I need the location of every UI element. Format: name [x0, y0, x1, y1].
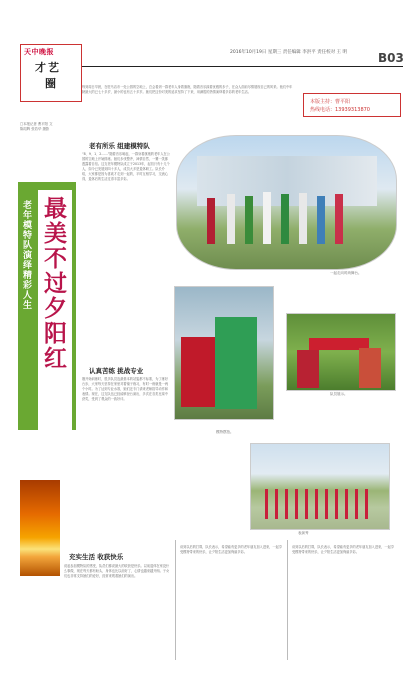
- column-divider-2: [287, 540, 288, 660]
- credit-host: 本版主持：曹平阳: [310, 99, 351, 105]
- model-figure: [245, 196, 253, 244]
- byline-reporter: □本报记者 曹平阳 文: [20, 122, 53, 126]
- caption-2: 模特摆拍。: [216, 430, 234, 434]
- credit-phone: 热线电话：13939313870: [310, 107, 370, 113]
- caption-4: 表演秀: [298, 531, 309, 535]
- photo-stage: [250, 443, 390, 530]
- subhead-2: 认真苦练 挑战专业: [89, 367, 144, 375]
- model-figure: [263, 192, 271, 244]
- model-figure: [297, 350, 319, 388]
- subhead-1: 老有所乐 组建模特队: [89, 142, 150, 150]
- caption-1: 一起走向时尚舞台。: [330, 271, 362, 275]
- section-name-2: 圈: [45, 77, 56, 90]
- photo-group-walk: [176, 135, 397, 270]
- column-divider-1: [175, 540, 176, 660]
- credit-box: [303, 93, 401, 117]
- model-figure: [227, 194, 235, 244]
- intro-paragraph: 每到周日早晨，在驻马店市一处公园的空地上，总会看到一群老年人身着旗袍，随着音乐踩着优雅的步子，在众人面前尽情展现自己的风采。他们中年龄最大的已七十多岁，最小的也有五十多岁。她们把这份对美的追求坚持了下来，用满腔的热情演绎着多彩的老年生活。: [82, 85, 293, 94]
- performers-row: [265, 489, 375, 519]
- model-figure: [317, 196, 325, 244]
- byline: [20, 122, 70, 134]
- photo-duo: [174, 286, 274, 420]
- paper-name: 天中晚报: [24, 48, 54, 56]
- section-name: 才艺: [35, 61, 61, 74]
- model-figure: [335, 194, 343, 244]
- photo-fan: [286, 313, 396, 391]
- page-number: B03: [378, 51, 404, 65]
- column-1-text: “8、9、1、2……”随着音乐响起，一群身着旗袍的老年人在公园的空地上开始排练。她们步伐整齐，神情自然，一颦一笑都透露着自信。这支老年模特队成立于2013年，起初只有十几个人，如今已发展到四十多人，成员大多是退休职工。队长介绍，大家都是因为喜欢才走到一起的，平时互相学习，交流心得，退休后的生活过得丰富多彩。: [82, 152, 170, 181]
- sunset-image: [20, 480, 60, 576]
- headline-deck: 老年模特队演绎精彩人生: [21, 200, 31, 310]
- model-figure: [207, 198, 215, 244]
- caption-3: 队员展示。: [330, 392, 348, 396]
- column-2-text: 刚开始训练时，很多队员连最基本的站姿都不标准，为了练好台步，大家每天坚持在家里对着镜子练习，有时一练就是一两个小时。为了达到专业水准，她们还专门请来老师指导动作和表情。现在，这支队伍已经能够登台演出，多次在各类比赛中获奖，受到了观众的一致好评。: [82, 377, 169, 401]
- masthead: [20, 44, 82, 102]
- model-figure: [359, 348, 381, 388]
- model-figure: [181, 337, 215, 407]
- model-figure: [299, 193, 307, 244]
- column-3-text: 说起参加模特队的感受，队员们都说最大的收获是快乐。以前退休在家没什么事做，现在每天都有盼头，身体也比以前好了，心情也越来越开朗。子女们也非常支持她们的爱好，经常来观看她们的演出。: [64, 564, 170, 578]
- subhead-3: 充实生活 收获快乐: [69, 553, 124, 561]
- dateline: 2016年10月19日 星期三 责任编辑 李洪平 责任校对 王 明: [230, 50, 347, 55]
- model-figure: [215, 317, 257, 409]
- model-figure: [281, 194, 289, 244]
- byline-photo: 陈绍辉 张若华 摄影: [20, 127, 50, 131]
- column-4-text: 谈到以后的打算，队长表示，希望能有更多的老年朋友加入进来，一起享受模特带来的快乐，让夕阳生活更加绚丽多彩。: [180, 545, 282, 554]
- column-5-text: 谈到以后的打算，队长表示，希望能有更多的老年朋友加入进来，一起享受模特带来的快乐，让夕阳生活更加绚丽多彩。: [292, 545, 394, 554]
- headline-main: 最美不过夕阳红: [40, 196, 66, 371]
